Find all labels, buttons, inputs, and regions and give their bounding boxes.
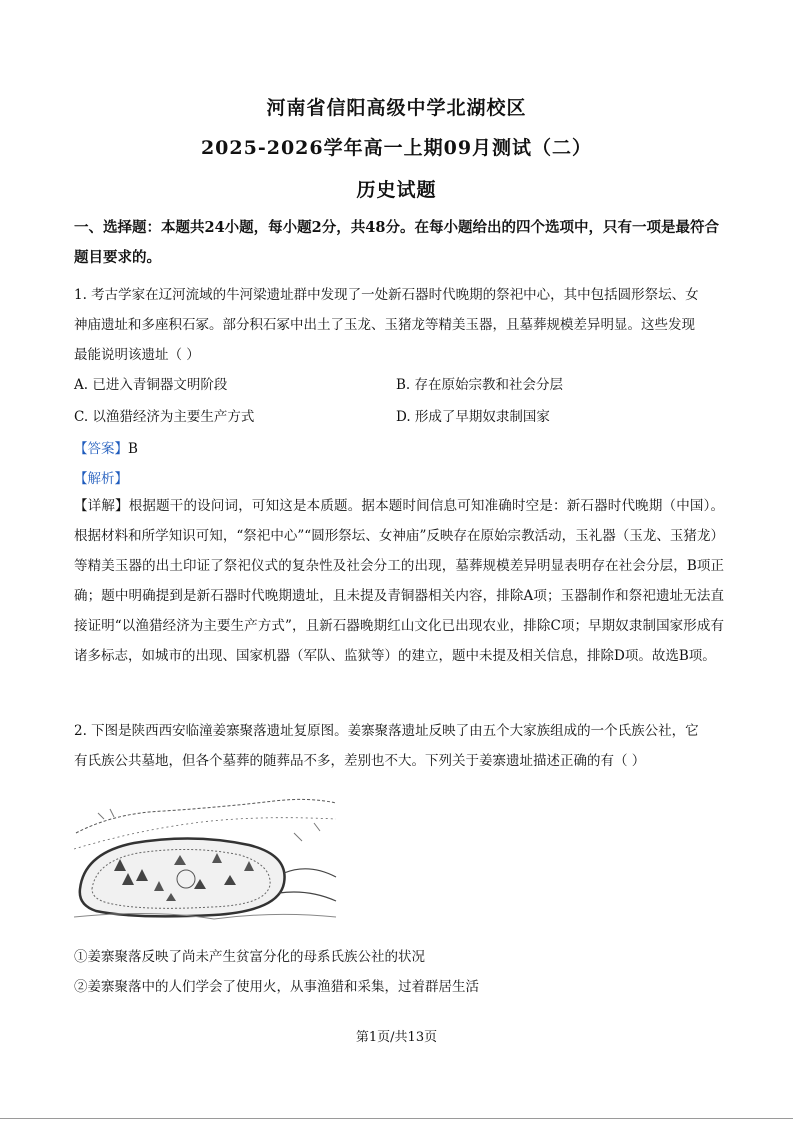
q2-statement-2: ②姜寨聚落中的人们学会了使用火，从事渔猎和采集，过着群居生活 bbox=[74, 979, 479, 995]
page-number: 第1页/共13页 bbox=[355, 1030, 438, 1045]
answer-tag: 【答案】 bbox=[74, 441, 128, 457]
answer-value: B bbox=[128, 441, 138, 457]
jiangzhai-settlement-illustration bbox=[74, 793, 337, 921]
section-heading: 一、选择题：本题共24小题，每小题2分，共48分。在每小题给出的四个选项中，只有一项是最符合题目要求的。 bbox=[74, 219, 719, 266]
q1-stem-line-1: 1. 考古学家在辽河流域的牛河梁遗址群中发现了一处新石器时代晚期的祭祀中心，其中包括圆形祭坛、女 bbox=[74, 287, 699, 303]
q1-detail bbox=[74, 491, 724, 671]
q1-answer bbox=[74, 437, 138, 457]
q1-option-c: C. 以渔猎经济为主要生产方式 bbox=[74, 409, 255, 425]
detail-tag: 【详解】 bbox=[74, 498, 129, 514]
q1-option-a: A. 已进入青铜器文明阶段 bbox=[74, 377, 228, 393]
bottom-divider bbox=[0, 1118, 793, 1119]
school-title: 河南省信阳高级中学北湖校区 bbox=[266, 97, 527, 119]
subject-title: 历史试题 bbox=[356, 179, 437, 201]
q1-stem-line-2: 神庙遗址和多座积石冢。部分积石冢中出土了玉龙、玉猪龙等精美玉器，且墓葬规模差异明显。这些发现 bbox=[74, 317, 695, 333]
q1-stem-line-3: 最能说明该遗址（ ） bbox=[74, 347, 200, 363]
q2-statement-1: ①姜寨聚落反映了尚未产生贫富分化的母系氏族公社的状况 bbox=[74, 949, 425, 965]
q2-stem-line-1: 2. 下图是陕西西安临潼姜寨聚落遗址复原图。姜寨聚落遗址反映了由五个大家族组成的一个氏族公社，它 bbox=[74, 723, 699, 739]
q1-option-b: B. 存在原始宗教和社会分层 bbox=[396, 377, 564, 393]
q2-stem-line-2: 有氏族公共墓地，但各个墓葬的随葬品不多，差别也不大。下列关于姜寨遗址描述正确的有（ ） bbox=[74, 753, 646, 769]
q1-option-d: D. 形成了早期奴隶制国家 bbox=[396, 409, 550, 425]
analysis-tag: 【解析】 bbox=[74, 471, 128, 487]
exam-title: 2025-2026学年高一上期09月测试（二） bbox=[200, 137, 593, 159]
detail-text: 根据题干的设问词，可知这是本质题。据本题时间信息可知准确时空是：新石器时代晚期（中国）。根据材料和所学知识可知，“祭祀中心”“圆形祭坛、女神庙”反映存在原始宗教活动，玉礼器（玉龙、玉猪龙）等精美玉器的出土印证了祭祀仪式的复杂性及社会分工的出现，墓葬规模差异明显表明存在社会分层，B项正确；题中明确提到是新石器时代晚期遗址，且未提及青铜器相关内容，排除A项；玉器制作和祭祀遗址无法直接证明“以渔猎经济为主要生产方式”，且新石器晚期红山文化已出现农业，排除C项；早期奴隶制国家形成有诸多标志，如城市的出现、国家机器（军队、监狱等）的建立，题中未提及相关信息，排除D项。故选B项。 bbox=[74, 498, 725, 664]
